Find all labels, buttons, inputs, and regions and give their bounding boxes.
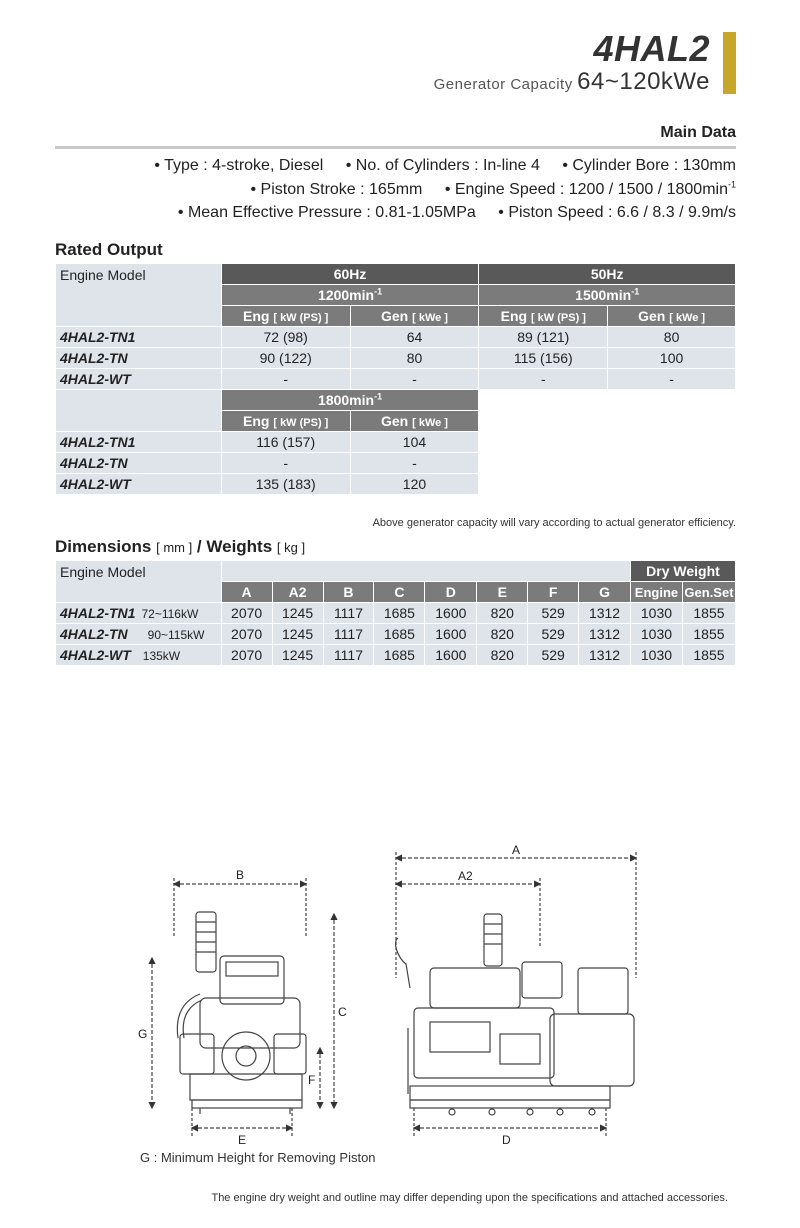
col-header: B <box>323 582 374 603</box>
table-row <box>56 369 736 390</box>
blank-area <box>479 390 736 495</box>
spec-type: • Type : 4-stroke, Diesel <box>154 157 324 174</box>
dry-weight-header: Dry Weight <box>631 561 736 582</box>
cell: 1117 <box>323 645 374 666</box>
gen-header: Gen [ kWe ] <box>608 306 736 327</box>
cell: 1312 <box>579 603 631 624</box>
cell: 2070 <box>221 645 272 666</box>
spec-cylinders: • No. of Cylinders : In-line 4 <box>345 157 540 174</box>
cell: 90 (122) <box>221 348 350 369</box>
rated-output-title: Rated Output <box>55 240 163 259</box>
spec-bore: • Cylinder Bore : 130mm <box>562 157 736 174</box>
col-header: A <box>221 582 272 603</box>
cell: 1312 <box>579 645 631 666</box>
gen-header: Gen [ kWe ] <box>350 306 479 327</box>
dim-label-c: C <box>338 1005 347 1019</box>
cell: 72 (98) <box>221 327 350 348</box>
cell: - <box>350 369 479 390</box>
dimensions-title: Dimensions [ mm ] / Weights [ kg ] <box>55 537 306 556</box>
col-header: E <box>477 582 528 603</box>
cell: 529 <box>528 603 579 624</box>
model-name: 4HAL2-WT <box>56 474 222 495</box>
model-name: 4HAL2-TN1 <box>56 432 222 453</box>
blank-label <box>56 390 222 432</box>
cell: 1685 <box>374 624 425 645</box>
cell: 1245 <box>272 603 323 624</box>
rpm1200-header: $1200\min^{-1}$ <box>221 285 479 306</box>
cell: 820 <box>477 603 528 624</box>
eng-header: Eng [ kW (PS) ] <box>479 306 608 327</box>
accent-bar <box>723 32 736 94</box>
spec-line-3 <box>160 204 736 222</box>
hz50-header: 50Hz <box>479 264 736 285</box>
model-name: 4HAL2-TN1 72~116kW <box>56 603 222 624</box>
engine-model-header: Engine Model <box>56 561 222 603</box>
main-data-title: Main Data <box>660 124 736 141</box>
cell: 1855 <box>682 624 735 645</box>
cell: 104 <box>350 432 479 453</box>
g-note: G : Minimum Height for Removing Piston <box>140 1150 376 1165</box>
gen-header: Gen [ kWe ] <box>350 411 479 432</box>
cell: 820 <box>477 645 528 666</box>
cell: 2070 <box>221 624 272 645</box>
eng-header: Eng [ kW (PS) ] <box>221 306 350 327</box>
cell: 1600 <box>425 624 477 645</box>
model-name: 4HAL2-TN1 <box>56 327 222 348</box>
model-title: 4HAL2 <box>593 28 710 69</box>
eng-header: Eng [ kW (PS) ] <box>221 411 350 432</box>
dim-header-blank <box>221 561 630 582</box>
side-view <box>396 852 636 1138</box>
rpm1800-header: $1800\min^{-1}$ <box>221 390 479 411</box>
dim-label-d: D <box>502 1133 511 1147</box>
cell: 64 <box>350 327 479 348</box>
cell: 1855 <box>682 645 735 666</box>
cell: 120 <box>350 474 479 495</box>
engine-outline-drawing <box>130 838 650 1148</box>
engine-model-header: Engine Model <box>56 264 222 327</box>
col-header: F <box>528 582 579 603</box>
cell: 1030 <box>631 645 683 666</box>
cell: - <box>350 453 479 474</box>
cell: 115 (156) <box>479 348 608 369</box>
dim-label-e: E <box>238 1133 247 1147</box>
cell: 1245 <box>272 645 323 666</box>
cell: - <box>479 369 608 390</box>
footnote: The engine dry weight and outline may differ depending upon the specifications and attached accessories. <box>211 1192 728 1204</box>
divider <box>55 146 736 149</box>
capacity-note: Above generator capacity will vary according to actual generator efficiency. <box>372 517 736 529</box>
table-row <box>56 348 736 369</box>
cell: 80 <box>608 327 736 348</box>
capacity-label: Generator Capacity <box>433 76 573 93</box>
cell: 1030 <box>631 603 683 624</box>
col-header: G <box>579 582 631 603</box>
cell: 1245 <box>272 624 323 645</box>
cell: - <box>221 369 350 390</box>
cell: 1117 <box>323 603 374 624</box>
model-name: 4HAL2-WT 135kW <box>56 645 222 666</box>
spec-speed: • Engine Speed : $1200 / 1500 / 1800\min^{-1}$ <box>444 179 736 198</box>
spec-line-2 <box>232 181 736 199</box>
col-header: A2 <box>272 582 323 603</box>
cell: 116 (157) <box>221 432 350 453</box>
model-name: 4HAL2-TN 90~115kW <box>56 624 222 645</box>
generator-capacity <box>434 68 710 96</box>
spec-line-1 <box>136 157 736 175</box>
cell: 1030 <box>631 624 683 645</box>
cell: 1855 <box>682 603 735 624</box>
front-view <box>152 878 334 1138</box>
cell: 1117 <box>323 624 374 645</box>
cell: 820 <box>477 624 528 645</box>
cell: 1685 <box>374 645 425 666</box>
cell: 529 <box>528 624 579 645</box>
cell: 2070 <box>221 603 272 624</box>
table-row <box>56 327 736 348</box>
table-row <box>56 645 736 666</box>
cell: 1600 <box>425 645 477 666</box>
rpm1500-header: $1500\min^{-1}$ <box>479 285 736 306</box>
dim-label-a: A <box>512 843 521 857</box>
cell: 1685 <box>374 603 425 624</box>
cell: 1600 <box>425 603 477 624</box>
model-name: 4HAL2-WT <box>56 369 222 390</box>
cell: 89 (121) <box>479 327 608 348</box>
cell: 80 <box>350 348 479 369</box>
hz60-header: 60Hz <box>221 264 479 285</box>
col-header: Engine <box>631 582 683 603</box>
dim-label-a2: A2 <box>458 869 473 883</box>
cell: 1312 <box>579 624 631 645</box>
col-header: C <box>374 582 425 603</box>
spec-mep: • Mean Effective Pressure : 0.81-1.05MPa <box>177 204 476 221</box>
spec-stroke: • Piston Stroke : 165mm <box>250 181 423 198</box>
model-name: 4HAL2-TN <box>56 348 222 369</box>
dim-label-g: G <box>138 1027 148 1041</box>
cell: 529 <box>528 645 579 666</box>
rated-output-table <box>55 263 736 495</box>
table-row <box>56 603 736 624</box>
model-name: 4HAL2-TN <box>56 453 222 474</box>
spec-piston-speed: • Piston Speed : 6.6 / 8.3 / 9.9m/s <box>498 204 736 221</box>
cell: 100 <box>608 348 736 369</box>
dim-label-b: B <box>236 868 245 882</box>
cell: 135 (183) <box>221 474 350 495</box>
col-header: D <box>425 582 477 603</box>
cell: - <box>221 453 350 474</box>
col-header: Gen.Set <box>682 582 735 603</box>
capacity-value: 64~120kWe <box>577 68 710 95</box>
cell: - <box>608 369 736 390</box>
dimensions-table <box>55 560 736 666</box>
table-row <box>56 624 736 645</box>
dim-label-f: F <box>308 1073 316 1087</box>
